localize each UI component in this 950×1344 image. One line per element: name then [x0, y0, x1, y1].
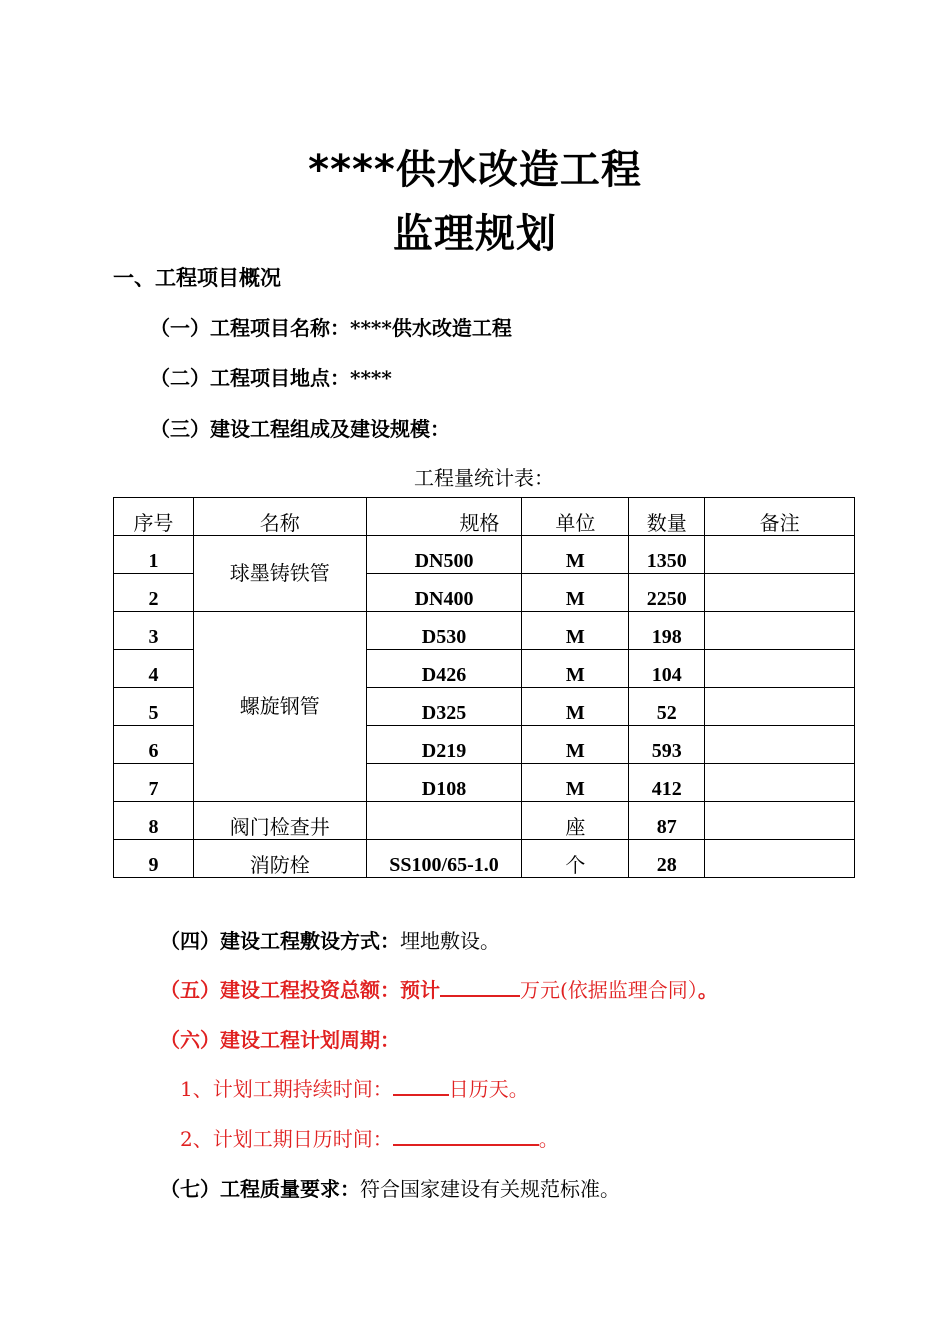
cell-unit: M: [522, 536, 629, 574]
cell-qty: 1350: [629, 536, 705, 574]
item-project-name-label: （一）工程项目名称：: [150, 316, 350, 340]
item-schedule-calendar-value: 。: [538, 1127, 559, 1151]
cell-no: 6: [114, 726, 194, 764]
cell-no: 5: [114, 688, 194, 726]
cell-note: [705, 688, 855, 726]
table-row: [114, 802, 855, 840]
table-caption: 工程量统计表：: [414, 466, 554, 490]
cell-no: 1: [114, 536, 194, 574]
cell-note: [705, 802, 855, 840]
cell-qty: 104: [629, 650, 705, 688]
cell-no: 2: [114, 574, 194, 612]
cell-unit: M: [522, 726, 629, 764]
item-quality-label: （七）工程质量要求：: [160, 1177, 360, 1201]
duration-blank: [393, 1074, 449, 1096]
cell-no: 3: [114, 612, 194, 650]
item-laying-method-value: 埋地敷设。: [400, 929, 500, 953]
item-schedule-calendar: [180, 1123, 559, 1152]
cell-note: [705, 612, 855, 650]
item-project-location: [150, 362, 392, 391]
item-project-location-label: （二）工程项目地点：: [150, 366, 350, 390]
cell-no: 4: [114, 650, 194, 688]
cell-note: [705, 536, 855, 574]
cell-qty: 28: [629, 840, 705, 878]
cell-note: [705, 840, 855, 878]
document-title-line2: 监理规划: [393, 211, 557, 257]
cell-spec: D108: [366, 764, 522, 802]
header-name: 名称: [193, 498, 366, 536]
item-schedule-calendar-label: 2、计划工期日历时间：: [180, 1127, 393, 1151]
item-project-name: [150, 312, 512, 341]
cell-no: 7: [114, 764, 194, 802]
cell-qty: 412: [629, 764, 705, 802]
cell-qty: 52: [629, 688, 705, 726]
cell-note: [705, 650, 855, 688]
cell-note: [705, 574, 855, 612]
item-investment: [160, 974, 718, 1003]
cell-qty: 593: [629, 726, 705, 764]
item-investment-value: 万元(依据监理合同）: [520, 978, 698, 1002]
table-row: [114, 536, 855, 574]
item-quality-value: 符合国家建设有关规范标准。: [360, 1177, 620, 1201]
item-schedule-duration-value: 日历天。: [448, 1077, 529, 1101]
investment-blank: [440, 975, 520, 997]
cell-no: 9: [114, 840, 194, 878]
item-composition-scale: （三）建设工程组成及建设规模：: [150, 417, 450, 441]
header-note: 备注: [705, 498, 855, 536]
cell-group-name: 阀门检查井: [193, 802, 366, 840]
item-schedule-duration-label: 1、计划工期持续时间：: [180, 1077, 393, 1101]
cell-spec: D426: [366, 650, 522, 688]
cell-spec: D219: [366, 726, 522, 764]
cell-spec: DN400: [366, 574, 522, 612]
cell-qty: 87: [629, 802, 705, 840]
item-investment-label: （五）建设工程投资总额：预计: [160, 978, 440, 1002]
item-project-location-value: ****: [350, 366, 392, 390]
item-project-name-value: ****供水改造工程: [350, 316, 512, 340]
cell-unit: M: [522, 688, 629, 726]
table-header-row: [114, 498, 855, 536]
cell-unit: 个: [522, 840, 629, 878]
cell-group-name: 球墨铸铁管: [193, 536, 366, 612]
section-heading-1: 一、工程项目概况: [113, 266, 281, 290]
cell-unit: M: [522, 764, 629, 802]
calendar-blank: [393, 1124, 539, 1146]
item-schedule-duration: [180, 1073, 529, 1102]
header-unit: 单位: [522, 498, 629, 536]
cell-spec: SS100/65-1.0: [366, 840, 522, 878]
cell-spec: D530: [366, 612, 522, 650]
cell-group-name: 螺旋钢管: [193, 612, 366, 802]
item-schedule: （六）建设工程计划周期：: [160, 1028, 400, 1052]
cell-unit: 座: [522, 802, 629, 840]
table-row: [114, 840, 855, 878]
cell-qty: 198: [629, 612, 705, 650]
item-investment-end: 。: [697, 978, 718, 1002]
item-quality: [160, 1173, 620, 1202]
cell-unit: M: [522, 612, 629, 650]
item-laying-method: [160, 925, 500, 954]
header-no: 序号: [114, 498, 194, 536]
header-spec: 规格: [366, 498, 522, 536]
cell-spec: D325: [366, 688, 522, 726]
header-qty: 数量: [629, 498, 705, 536]
cell-unit: M: [522, 650, 629, 688]
cell-no: 8: [114, 802, 194, 840]
quantity-table: [113, 497, 855, 878]
cell-spec: DN500: [366, 536, 522, 574]
cell-note: [705, 764, 855, 802]
document-title-line1: ****供水改造工程: [308, 147, 642, 193]
cell-unit: M: [522, 574, 629, 612]
cell-spec: [366, 802, 522, 840]
cell-note: [705, 726, 855, 764]
cell-group-name: 消防栓: [193, 840, 366, 878]
item-laying-method-label: （四）建设工程敷设方式：: [160, 929, 400, 953]
table-row: [114, 612, 855, 650]
cell-qty: 2250: [629, 574, 705, 612]
